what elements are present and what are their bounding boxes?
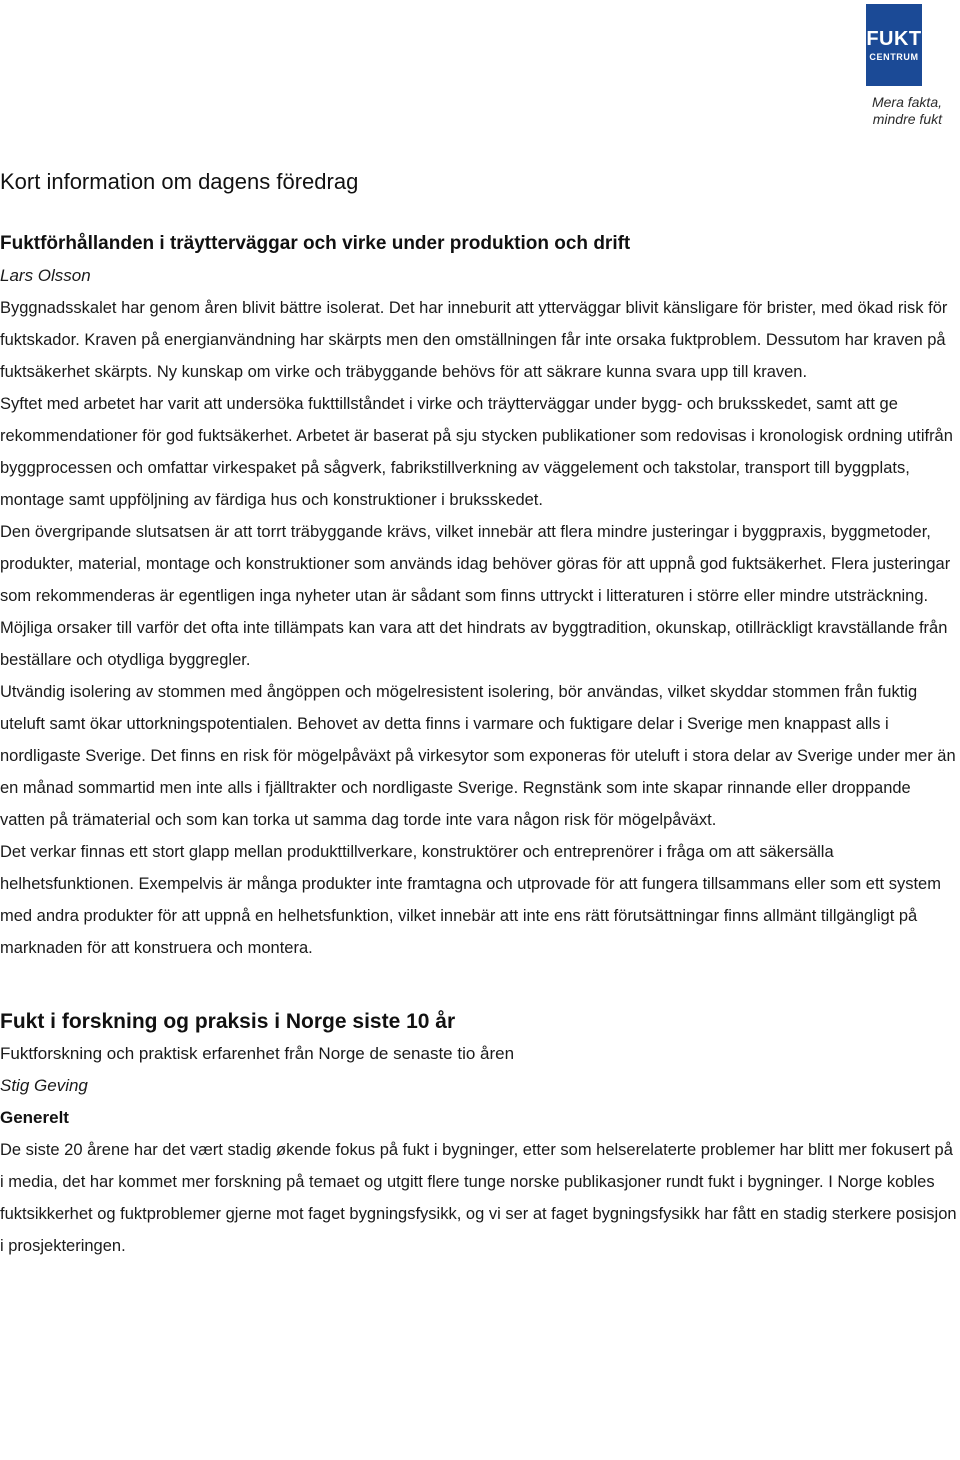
page-title: Kort information om dagens föredrag [0, 169, 359, 194]
talk-2-heading: Generelt [0, 1108, 69, 1127]
talk-2-author: Stig Geving [0, 1076, 88, 1095]
document-body [0, 166, 958, 1262]
talk-section-2 [0, 1006, 958, 1262]
talk-1-title: Fuktförhållanden i träytterväggar och virke under produktion och drift [0, 233, 631, 254]
logo-mark [866, 4, 922, 86]
fuktcentrum-logo [848, 4, 942, 128]
logo-tagline [848, 94, 942, 128]
talk-1-author: Lars Olsson [0, 266, 91, 285]
talk-2-paragraph-1: De siste 20 årene har det vært stadig økende fokus på fukt i bygninger, etter som helserelaterte problemer har blitt mer fokusert på i media, det har kommet mer forskning på temaet og utgitt flere tunge norske publikasjoner rundt fukt i bygninger. I Norge kobles fuktsikkerhet og fuktproblemer gjerne mot faget bygningsfysikk, og vi ser at faget bygningsfysikk har fått en stadig sterkere posisjon i prosjekteringen. [0, 1141, 957, 1255]
talk-2-subtitle: Fuktforskning och praktisk erfarenhet från Norge de senaste tio åren [0, 1044, 515, 1063]
talk-section-1 [0, 228, 958, 964]
logo-word: FUKT [866, 27, 922, 50]
talk-1-paragraph-3: Den övergripande slutsatsen är att torrt träbyggande krävs, vilket innebär att flera mindre justeringar i byggpraxis, byggmetoder, produkter, material, montage och konstruktioner som används idag behöver göras för att uppnå god fuktsäkerhet. Flera justeringar som rekommenderas är egentligen inga nyheter utan är sådant som finns uttryckt i litteraturen i större eller mindre utsträckning. Möjliga orsaker till varför det ofta inte tillämpats kan vara att det hindrats av byggtradition, okunskap, otillräckligt kravställande från beställare och otydliga byggregler. [0, 523, 951, 669]
talk-1-paragraph-5: Det verkar finnas ett stort glapp mellan produkttillverkare, konstruktörer och entreprenörer i fråga om att säkersälla helhetsfunktionen. Exempelvis är många produkter inte framtagna och utprovade för att fungera tillsammans eller som ett system med andra produkter för att uppnå en helhetsfunktion, vilket innebär att inte ens rätt förutsättningar finns allmänt tillgängligt på marknaden för att konstruera och montera. [0, 843, 941, 957]
logo-subword: CENTRUM [869, 51, 919, 62]
tagline-line-1: Mera fakta, [871, 94, 942, 110]
talk-1-paragraph-1: Byggnadsskalet har genom åren blivit bättre isolerat. Det har inneburit att ytterväggar blivit känsligare för brister, med ökad risk för fuktskador. Kraven på energianvändning har skärpts men den omställningen får inte orsaka fuktproblem. Dessutom har kraven på fuktsäkerhet skärpts. Ny kunskap om virke och träbyggande behövs för att säkrare kunna svara upp till kraven. [0, 299, 948, 381]
talk-2-title: Fukt i forskning og praksis i Norge siste 10 år [0, 1010, 456, 1033]
talk-1-paragraph-2: Syftet med arbetet har varit att undersöka fukttillståndet i virke och träytterväggar under bygg- och bruksskedet, samt att ge rekommendationer för god fuktsäkerhet. Arbetet är baserat på sju stycken publikationer som redovisas i kronologisk ordning utifrån byggprocessen och omfattar virkespaket på sågverk, fabrikstillverkning av väggelement och takstolar, transport till byggplats, montage samt uppföljning av färdiga hus och konstruktioner i bruksskedet. [0, 395, 953, 509]
talk-1-paragraph-4: Utvändig isolering av stommen med ångöppen och mögelresistent isolering, bör användas, vilket skyddar stommen från fuktig uteluft samt ökar uttorkningspotentialen. Behovet av detta finns i varmare och fuktigare delar i Sverige men knappast alls i nordligaste Sverige. Det finns en risk för mögelpåväxt på virkesytor som exponeras för uteluft i stora delar av Sverige under mer än en månad sommartid men inte alls i fjälltrakter och nordligaste Sverige. Regnstänk som inte skapar rinnande eller droppande vatten på trämaterial och som kan torka ut samma dag torde inte vara någon risk för mögelpåväxt. [0, 683, 956, 829]
tagline-line-2: mindre fukt [872, 111, 942, 127]
